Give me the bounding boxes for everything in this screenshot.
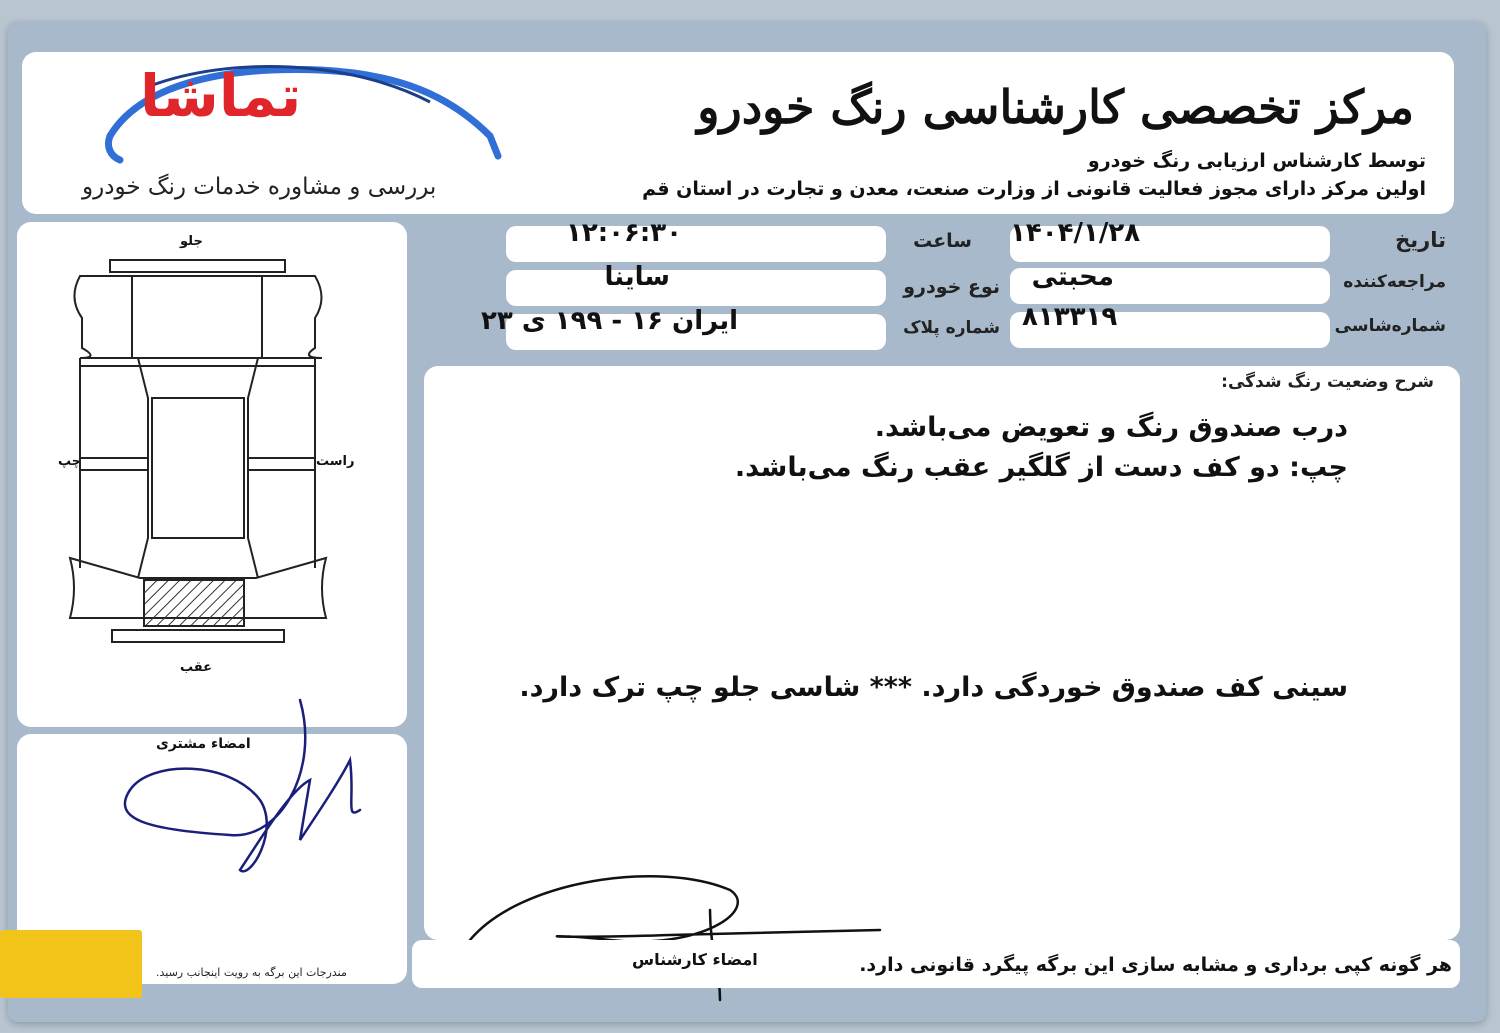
front-label: جلو xyxy=(180,234,203,249)
time-label: ساعت xyxy=(913,230,972,252)
description-line-3: سینی کف صندوق خوردگی دارد. *** شاسی جلو چپ ترک دارد. xyxy=(519,672,1348,703)
client-value: محبتی xyxy=(1031,262,1114,292)
customer-signature-label: امضاء مشتری xyxy=(156,736,251,752)
id-value: ۸۱۳۳۱۹ xyxy=(1022,302,1118,332)
subtitle-expert: توسط کارشناس ارزیابی رنگ خودرو xyxy=(1087,150,1426,172)
vehicle-label: نوع خودرو xyxy=(903,276,1000,298)
description-line-1: درب صندوق رنگ و تعویض می‌باشد. xyxy=(874,412,1348,443)
description-label: شرح وضعیت رنگ شدگی: xyxy=(1221,372,1434,392)
vehicle-value: ساینا xyxy=(604,262,670,292)
date-label: تاریخ xyxy=(1395,228,1446,252)
customer-note: مندرجات این برگه به رویت اینجانب رسید. xyxy=(156,966,347,979)
left-side-label: چپ xyxy=(58,454,82,469)
plate-value: ایران ۱۶ - ۱۹۹ ی ۲۳ xyxy=(481,306,738,336)
logo-tagline: بررسی و مشاوره خدمات رنگ خودرو xyxy=(82,174,437,200)
time-value: ۱۲:۰۶:۳۰ xyxy=(566,218,683,248)
date-value: ۱۴۰۴/۱/۲۸ xyxy=(1010,218,1141,248)
legal-notice: هر گونه کپی برداری و مشابه سازی این برگه پیگرد قانونی دارد. xyxy=(859,954,1452,976)
plate-label: شماره پلاک xyxy=(903,318,1000,338)
subtitle-license: اولین مرکز دارای مجوز فعالیت قانونی از وزارت صنعت، معدن و تجارت در استان قم xyxy=(642,178,1426,200)
logo-name: تماشا xyxy=(140,62,302,130)
client-label: مراجعه‌کننده xyxy=(1343,272,1446,292)
sticker-image xyxy=(0,930,142,998)
vehicle-box xyxy=(506,270,886,306)
time-box xyxy=(506,226,886,262)
description-line-2: چپ: دو کف دست از گلگیر عقب رنگ می‌باشد. xyxy=(734,452,1348,483)
customer-signature-image xyxy=(110,690,380,920)
page-title: مرکز تخصصی کارشناسی رنگ خودرو xyxy=(697,80,1414,134)
car-outline-diagram xyxy=(60,258,340,648)
right-side-label: راست xyxy=(316,454,355,469)
rear-label: عقب xyxy=(180,660,212,675)
expert-signature-label: امضاء کارشناس xyxy=(632,950,758,969)
id-label: شماره‌شاسی xyxy=(1334,316,1446,336)
